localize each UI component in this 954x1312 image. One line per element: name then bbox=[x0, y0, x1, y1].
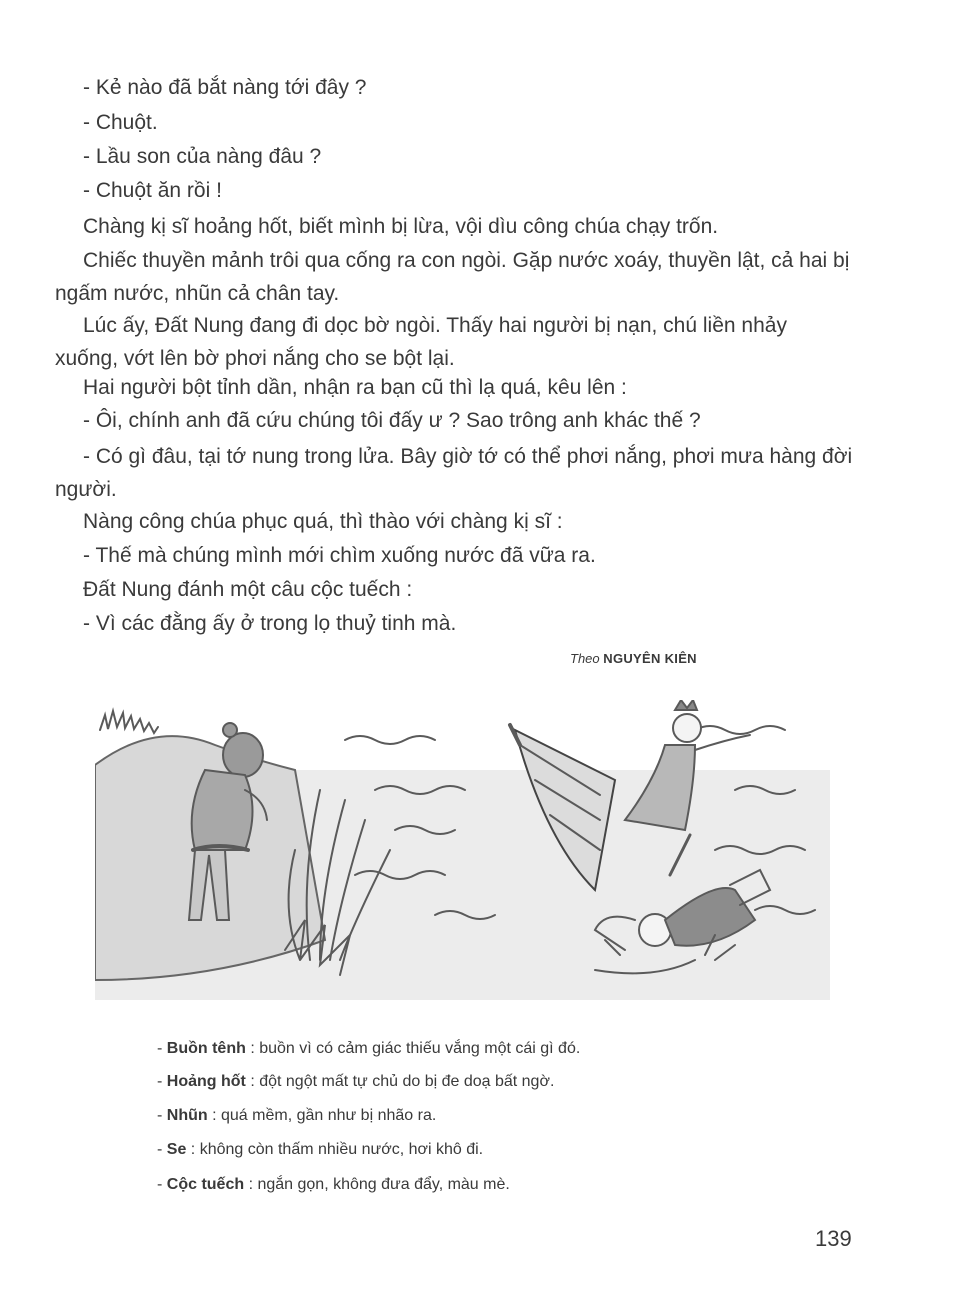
glossary-entry: - Hoảng hốt : đột ngột mất tự chủ do bị đe doạ bất ngờ. bbox=[157, 1073, 555, 1090]
story-paragraph: Hai người bột tỉnh dần, nhận ra bạn cũ thì lạ quá, kêu lên : bbox=[83, 376, 627, 399]
glossary-definition: : ngắn gọn, không đưa đẩy, màu mè. bbox=[244, 1176, 510, 1193]
glossary-entry: - Se : không còn thấm nhiều nước, hơi khô đi. bbox=[157, 1141, 484, 1158]
story-paragraph: Chàng kị sĩ hoảng hốt, biết mình bị lừa, vội dìu công chúa chạy trốn. bbox=[83, 215, 719, 238]
story-paragraph: - Ôi, chính anh đã cứu chúng tôi đấy ư ? Sao trông anh khác thế ? bbox=[83, 409, 701, 432]
dialogue-line: - Lầu son của nàng đâu ? bbox=[83, 145, 322, 168]
story-paragraph: - Thế mà chúng mình mới chìm xuống nước đã vữa ra. bbox=[83, 544, 596, 567]
story-paragraph: Nàng công chúa phục quá, thì thào với chàng kị sĩ : bbox=[83, 510, 563, 533]
glossary-term: Hoảng hốt bbox=[166, 1073, 246, 1090]
story-paragraph: Đất Nung đánh một câu cộc tuếch : bbox=[83, 578, 413, 601]
glossary-definition: : đột ngột mất tự chủ do bị đe doạ bất ngờ. bbox=[245, 1073, 555, 1090]
credit-author: NGUYÊN KIÊN bbox=[603, 651, 697, 666]
page-number: 139 bbox=[815, 1226, 852, 1251]
glossary-definition: : quá mềm, gần như bị nhão ra. bbox=[207, 1107, 437, 1124]
story-paragraph: - Có gì đâu, tại tớ nung trong lửa. Bây giờ tớ có thể phơi nắng, phơi mưa hàng đời người. bbox=[55, 445, 853, 501]
story-paragraph: Lúc ấy, Đất Nung đang đi dọc bờ ngòi. Thấy hai người bị nạn, chú liền nhảy xuống, vớt lên bờ phơi nắng cho se bột lại. bbox=[55, 314, 787, 370]
story-paragraph: Chiếc thuyền mảnh trôi qua cống ra con ngòi. Gặp nước xoáy, thuyền lật, cả hai bị ngấm nước, nhũn cả chân tay. bbox=[55, 249, 850, 305]
glossary-entry: - Buồn tênh : buồn vì có cảm giác thiếu vắng một cái gì đó. bbox=[157, 1040, 581, 1057]
glossary-entry: - Nhũn : quá mềm, gần như bị nhão ra. bbox=[157, 1107, 437, 1124]
glossary-definition: : buồn vì có cảm giác thiếu vắng một cái gì đó. bbox=[245, 1040, 581, 1057]
glossary-entry: - Cộc tuếch : ngắn gọn, không đưa đẩy, màu mè. bbox=[157, 1176, 510, 1193]
credit-prefix: Theo bbox=[570, 651, 600, 666]
story-illustration bbox=[95, 700, 830, 1010]
dialogue-line: - Chuột ăn rồi ! bbox=[83, 179, 222, 202]
story-paragraph: - Vì các đằng ấy ở trong lọ thuỷ tinh mà. bbox=[83, 612, 457, 635]
source-credit bbox=[570, 651, 697, 666]
glossary-term: Se bbox=[166, 1141, 187, 1158]
dialogue-line: - Chuột. bbox=[83, 111, 158, 134]
glossary-term: Buồn tênh bbox=[166, 1040, 246, 1057]
dialogue-line: - Kẻ nào đã bắt nàng tới đây ? bbox=[83, 76, 367, 99]
glossary-term: Cộc tuếch bbox=[166, 1176, 245, 1193]
glossary-definition: : không còn thấm nhiều nước, hơi khô đi. bbox=[186, 1141, 484, 1158]
glossary-term: Nhũn bbox=[166, 1107, 208, 1124]
